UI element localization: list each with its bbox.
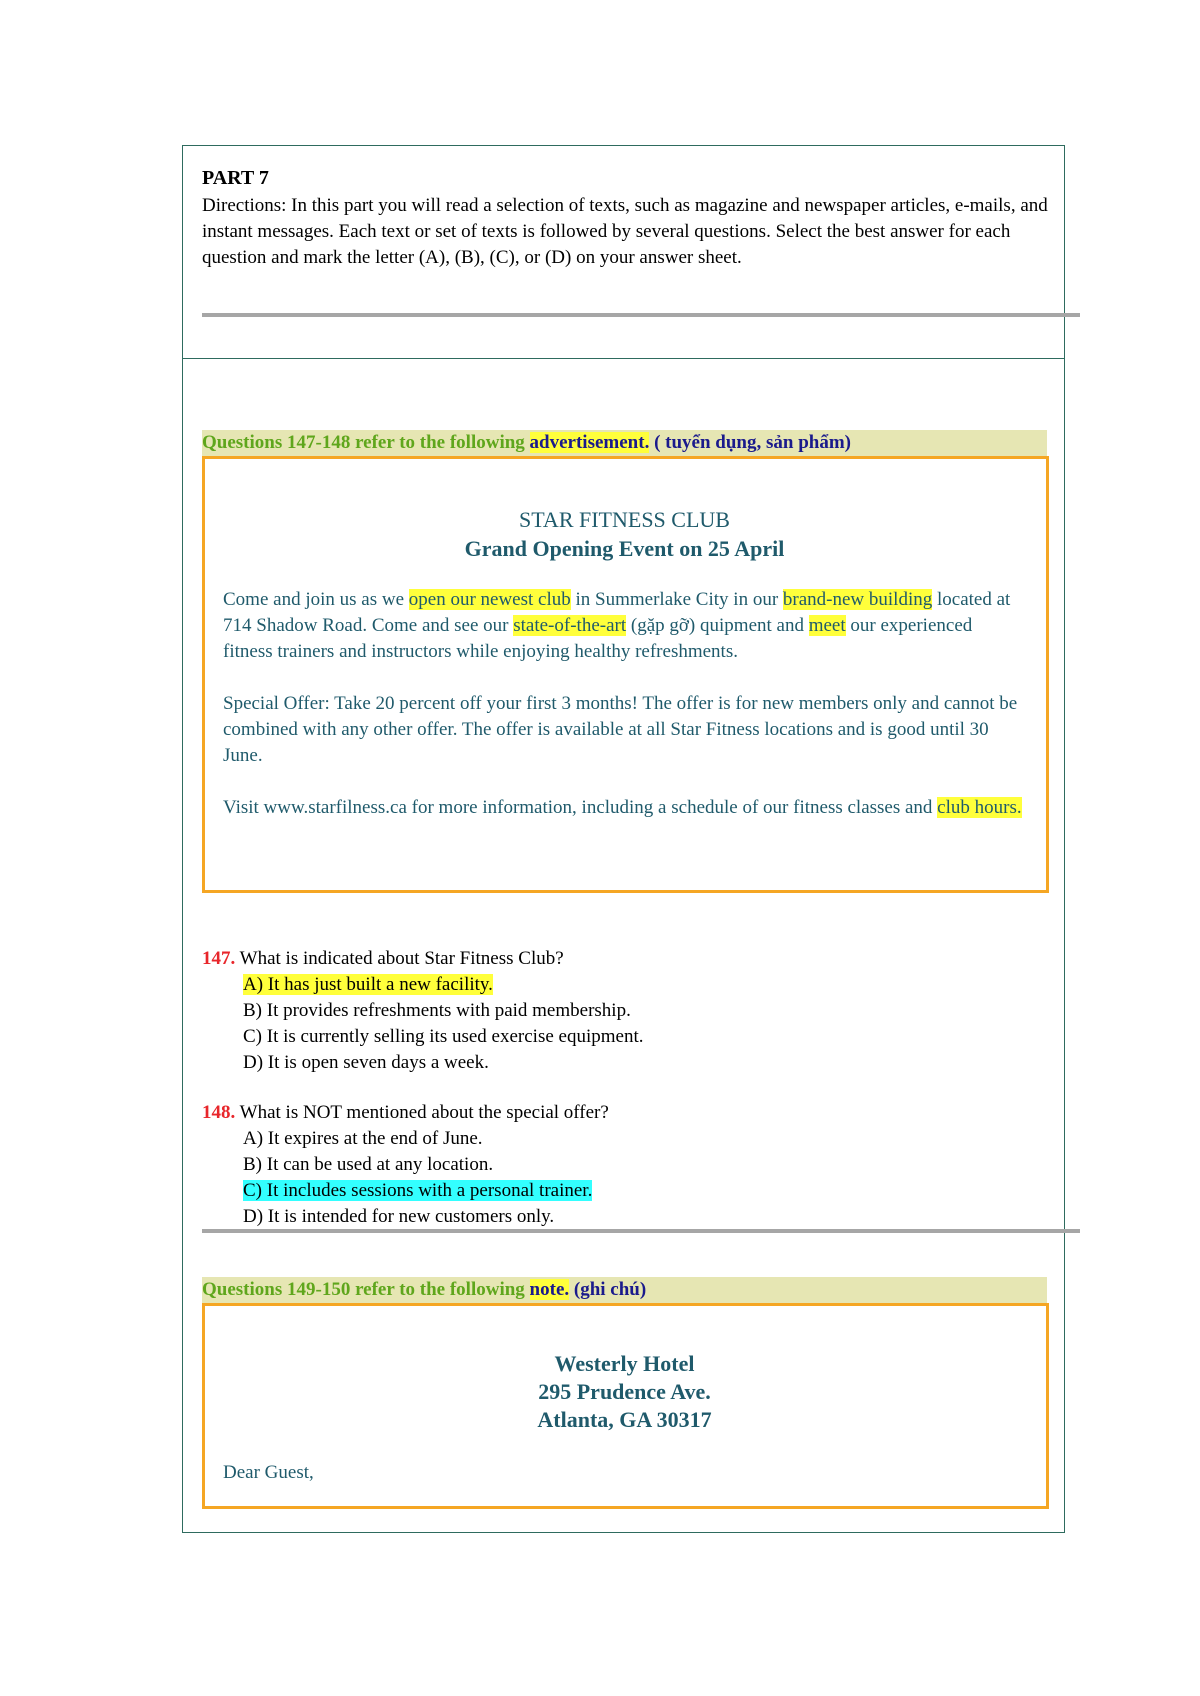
- ad-subtitle: Grand Opening Event on 25 April: [464, 536, 785, 561]
- header-prefix: Questions 149-150 refer to the following: [202, 1279, 530, 1300]
- part-title: PART 7: [202, 167, 269, 189]
- option-b: B) It provides refreshments with paid membership.: [243, 1000, 631, 1021]
- option-c: C) It is currently selling its used exercise equipment.: [243, 1026, 644, 1047]
- hl-open-newest-club: open our newest club: [408, 589, 571, 610]
- question-text: What is NOT mentioned about the special offer?: [235, 1102, 609, 1123]
- header-highlight: note.: [529, 1279, 570, 1300]
- header-note: (ghi chú): [569, 1279, 647, 1300]
- ad-paragraph-3: Visit www.starfilness.ca for more information, including a schedule of our fitness classes and club hours.: [223, 797, 1022, 818]
- directions-text: Directions: In this part you will read a selection of texts, such as magazine and newspaper articles, e-mails, and instant messages. Each text or set of texts is followed by several questions. Select the best answer for each question and mark the letter (A), (B), (C), or (D) on your answer sheet.: [202, 195, 1048, 268]
- question-number: 148.: [202, 1102, 236, 1123]
- hl-brand-new-building: brand-new building: [782, 589, 933, 610]
- hl-meet: meet: [808, 615, 846, 636]
- option-c-answer: C) It includes sessions with a personal trainer.: [243, 1180, 593, 1201]
- question-148: [202, 1100, 1052, 1230]
- question-147: [202, 946, 1052, 1076]
- hotel-city: Atlanta, GA 30317: [537, 1407, 712, 1432]
- divider-1: [202, 313, 1080, 317]
- header-highlight: advertisement.: [529, 432, 650, 453]
- advertisement-box: [202, 456, 1049, 893]
- question-number: 147.: [202, 948, 236, 969]
- divider-2: [202, 1229, 1080, 1233]
- ad-title: STAR FITNESS CLUB: [519, 507, 730, 532]
- hl-club-hours: club hours.: [937, 797, 1022, 818]
- option-b: B) It can be used at any location.: [243, 1154, 494, 1175]
- section-147-148-header: [202, 430, 1047, 456]
- option-d: D) It is intended for new customers only.: [243, 1206, 555, 1227]
- hotel-name: Westerly Hotel: [554, 1351, 695, 1376]
- option-d: D) It is open seven days a week.: [243, 1052, 489, 1073]
- note-box: [202, 1303, 1049, 1509]
- header-note: ( tuyển dụng, sản phẩm): [649, 432, 851, 453]
- hl-state-of-the-art: state-of-the-art: [513, 615, 627, 636]
- note-greeting: Dear Guest,: [223, 1462, 314, 1483]
- option-a: A) It expires at the end of June.: [243, 1128, 483, 1149]
- hotel-address: 295 Prudence Ave.: [538, 1379, 711, 1404]
- option-a-answer: A) It has just built a new facility.: [243, 974, 493, 995]
- header-prefix: Questions 147-148 refer to the following: [202, 432, 530, 453]
- ad-paragraph-2: Special Offer: Take 20 percent off your first 3 months! The offer is for new members only and cannot be combined with any other offer. The offer is available at all Star Fitness locations and is good until 30 June.: [223, 693, 1018, 766]
- question-text: What is indicated about Star Fitness Club?: [235, 948, 564, 969]
- ad-paragraph-1: Come and join us as we open our newest club in Summerlake City in our brand-new building located at 714 Shadow Road. Come and see our state-of-the-art (gặp gỡ) quipment and meet our experienced fitness trainers and instructors while enjoying healthy refreshments.: [223, 589, 1011, 662]
- section-149-150-header: [202, 1277, 1047, 1303]
